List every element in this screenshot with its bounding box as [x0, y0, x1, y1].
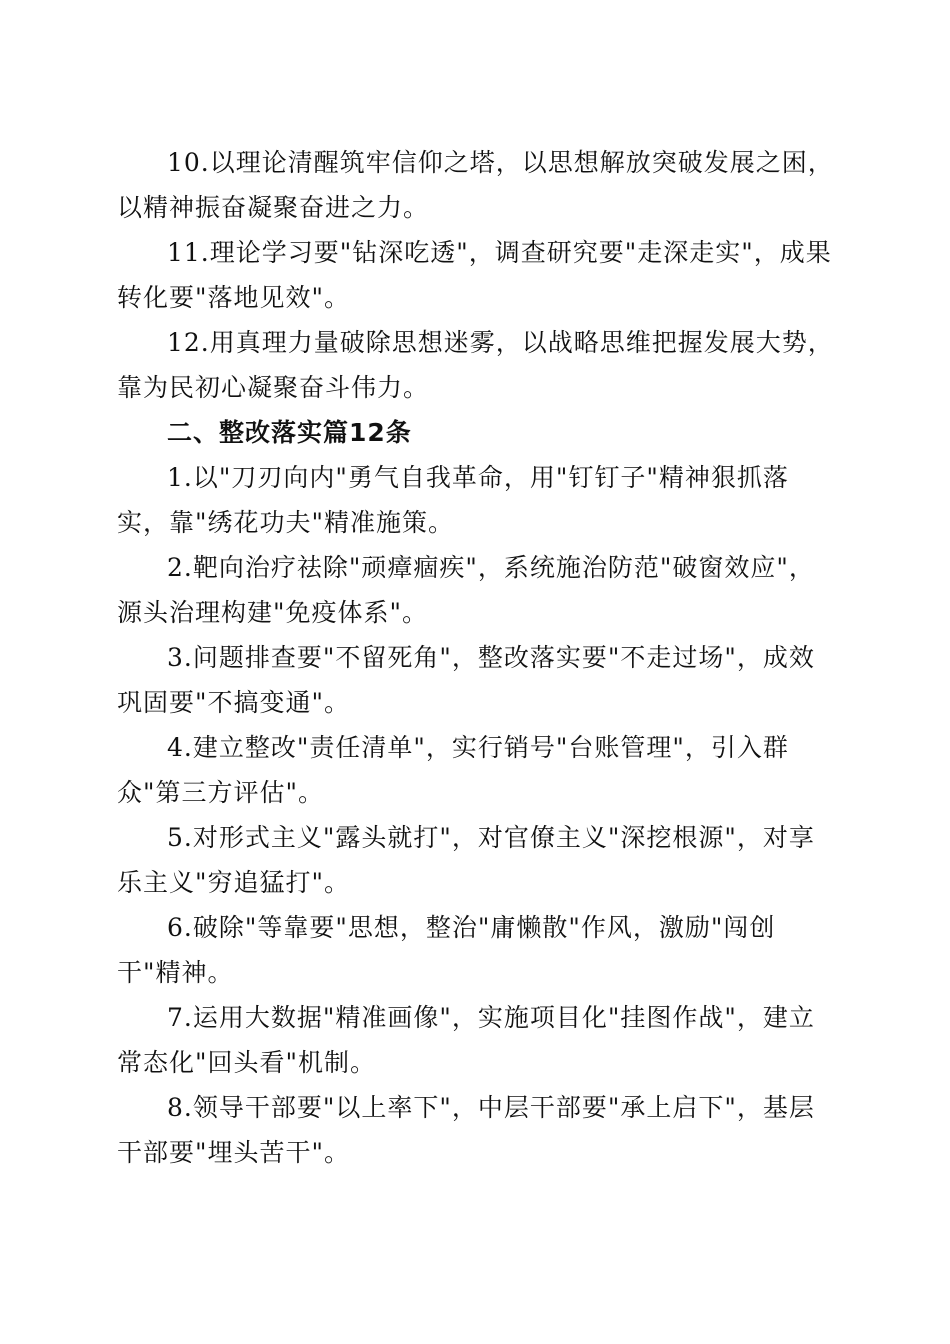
paragraph-item-7: 7.运用大数据"精准画像"，实施项目化"挂图作战"，建立常态化"回头看"机制。: [117, 1003, 815, 1077]
paragraph-item-4: 4.建立整改"责任清单"，实行销号"台账管理"，引入群众"第三方评估"。: [117, 733, 789, 807]
document-body: [117, 140, 837, 1175]
paragraph-item-12: 12.用真理力量破除思想迷雾，以战略思维把握发展大势，靠为民初心凝聚奋斗伟力。: [117, 328, 834, 402]
paragraph-item-5: 5.对形式主义"露头就打"，对官僚主义"深挖根源"，对享乐主义"穷追猛打"。: [117, 823, 815, 897]
paragraph-item-8: 8.领导干部要"以上率下"，中层干部要"承上启下"，基层干部要"埋头苦干"。: [117, 1093, 815, 1167]
paragraph-item-10: 10.以理论清醒筑牢信仰之塔，以思想解放突破发展之困，以精神振奋凝聚奋进之力。: [117, 148, 834, 222]
section-heading: 二、整改落实篇12条: [167, 418, 412, 447]
paragraph-item-2: 2.靶向治疗祛除"顽瘴痼疾"，系统施治防范"破窗效应"，源头治理构建"免疫体系"。: [117, 553, 815, 627]
paragraph-item-6: 6.破除"等靠要"思想，整治"庸懒散"作风，激励"闯创干"精神。: [117, 913, 776, 987]
paragraph-item-1: 1.以"刀刃向内"勇气自我革命，用"钉钉子"精神狠抓落实，靠"绣花功夫"精准施策。: [117, 463, 789, 537]
paragraph-item-11: 11.理论学习要"钻深吃透"，调查研究要"走深走实"，成果转化要"落地见效"。: [117, 238, 832, 312]
paragraph-item-3: 3.问题排查要"不留死角"，整改落实要"不走过场"，成效巩固要"不搞变通"。: [117, 643, 815, 717]
